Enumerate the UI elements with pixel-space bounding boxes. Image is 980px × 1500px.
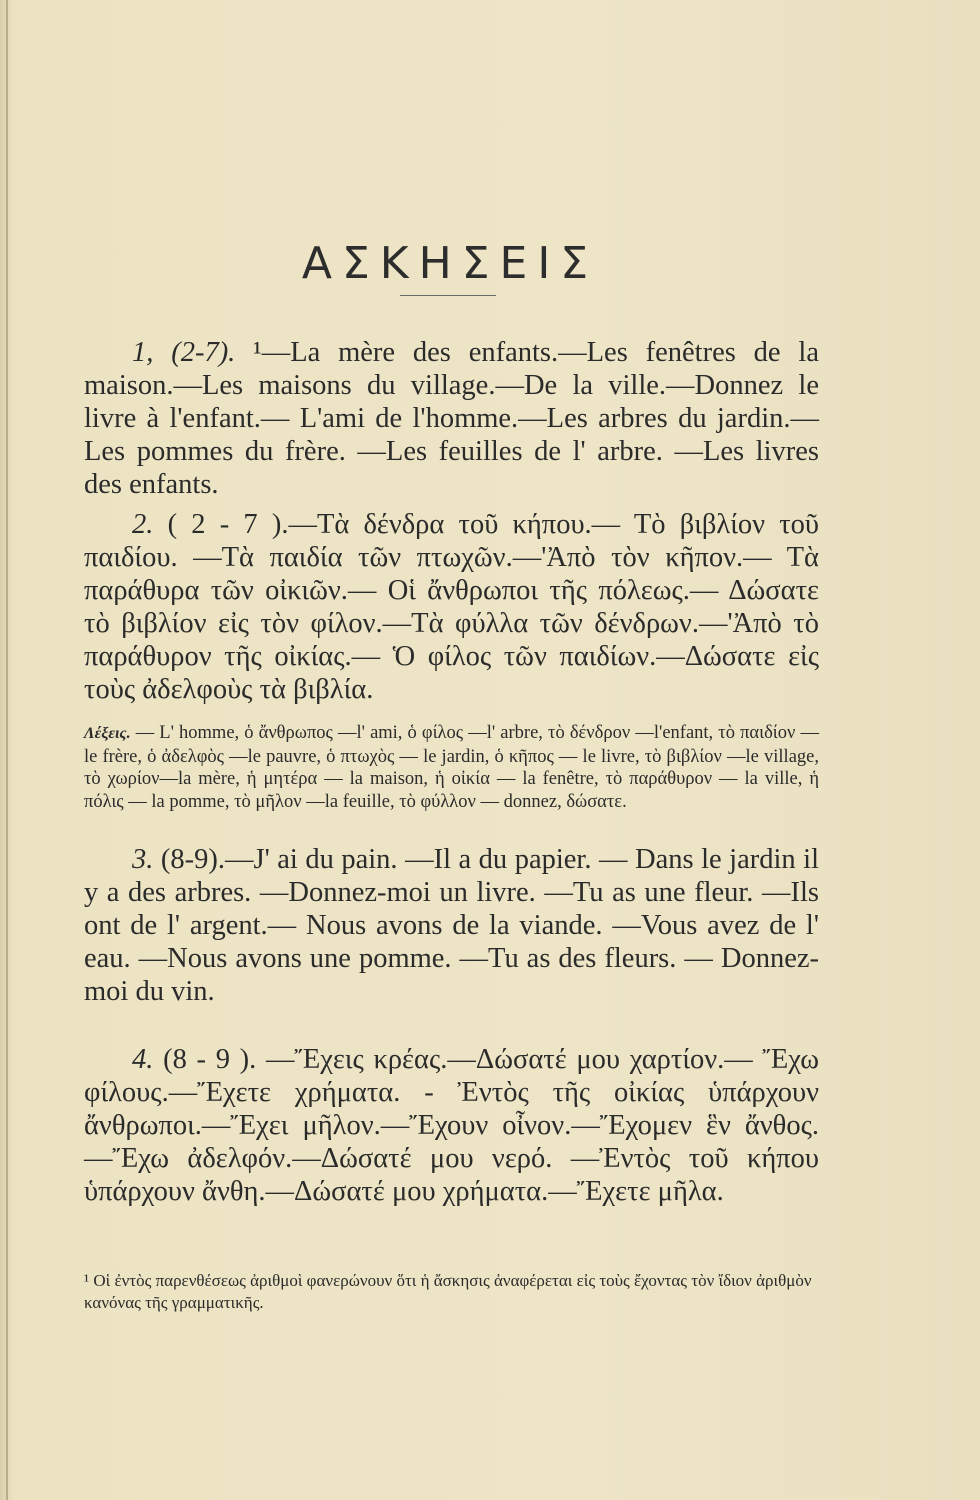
exercise-4-number: 4. <box>132 1044 154 1075</box>
vocabulary-text: — L' homme, ὁ ἄνθρωπος —l' ami, ὁ φίλος —l' arbre, τὸ δένδρον —l'enfant, τὸ παιδίον — le frère, ὁ ἀδελφὸς —le pauvre, ὁ πτωχὸς — le jardin, ὁ κῆπος — le livre, τὸ βιβλίον —le village, τὸ χωρίον—la mère, ἡ μητέρα — la maison, ἡ οἰκία — la fenêtre, τὸ παράθυρον — la ville, ἡ πόλις — la pomme, τὸ μῆλον —la feuille, τὸ φύλλον — donnez, δώσατε. <box>84 723 820 812</box>
footnote-block <box>84 1270 819 1314</box>
page-spine-shadow <box>6 0 8 1500</box>
exercise-1-paragraph <box>84 336 819 501</box>
exercise-4-paragraph <box>84 1043 819 1208</box>
exercise-4-text: (8 - 9 ). —Ἔχεις κρέας.—Δώσατέ μου χαρτίον.— Ἔχω φίλους.—Ἔχετε χρήματα. - Ἐντὸς τῆς οἰκίας ὑπάρχουν ἄνθρωποι.—Ἔχει μῆλον.—Ἔχουν οἶνον.—Ἔχομεν ἓν ἄνθος.—Ἔχω ἀδελφόν.—Δώσατέ μου νερό. —Ἐντὸς τοῦ κήπου ὑπάρχουν ἄνθη.—Δώσατέ μου χρήματα.—Ἔχετε μῆλα. <box>84 1044 819 1207</box>
exercise-1 <box>84 336 819 501</box>
exercise-3-number: 3. <box>132 844 154 875</box>
exercise-1-text: ¹—La mère des enfants.—Les fenêtres de la maison.—Les maisons du village.—De la ville.—Donnez le livre à l'enfant.— L'ami de l'homme.—Les arbres du jardin.—Les pommes du frère. —Les feuilles de l' arbre. —Les livres des enfants. <box>84 337 819 500</box>
exercise-3-paragraph <box>84 843 819 1008</box>
vocabulary-label: Λέξεις. <box>84 725 131 742</box>
exercise-3 <box>84 843 819 1008</box>
exercise-1-number: 1, (2-7). <box>132 337 236 368</box>
vocabulary-block <box>84 722 819 813</box>
footnote: ¹ Οἱ ἐντὸς παρενθέσεως ἀριθμοὶ φανερώνουν ὅτι ἡ ἄσκησις ἀναφέρεται εἰς τοὺς ἔχοντας τὸν ἴδιον ἀριθμὸν κανόνας τῆς γραμματικῆς. <box>84 1271 812 1312</box>
exercise-3-text: (8-9).—J' ai du pain. —Il a du papier. — Dans le jardin il y a des arbres. —Donnez-moi un livre. —Tu as une fleur. —Ils ont de l' argent.— Nous avons de la viande. —Vous avez de l' eau. —Nous avons une pomme. —Tu as des fleurs. — Donnez-moi du vin. <box>84 844 820 1007</box>
title-divider <box>400 295 496 296</box>
exercise-2 <box>84 508 819 706</box>
exercise-2-text: ( 2 - 7 ).—Τὰ δένδρα τοῦ κήπου.— Τὸ βιβλίον τοῦ παιδίου. —Τὰ παιδία τῶν πτωχῶν.—'Ἀπὸ τὸν κῆπον.— Τὰ παράθυρα τῶν οἰκιῶν.— Οἱ ἄνθρωποι τῆς πόλεως.— Δώσατε τὸ βιβλίον εἰς τὸν φίλον.—Τὰ φύλλα τῶν δένδρων.—'Ἀπὸ τὸ παράθυρον τῆς οἰκίας.— Ὁ φίλος τῶν παιδίων.—Δώσατε εἰς τοὺς ἀδελφοὺς τὰ βιβλία. <box>84 509 820 705</box>
exercise-2-paragraph <box>84 508 819 706</box>
exercise-2-number: 2. <box>132 509 154 540</box>
vocabulary-paragraph <box>84 722 819 813</box>
exercise-4 <box>84 1043 819 1208</box>
page-title: ΑΣΚΗΣΕΙΣ <box>301 238 599 289</box>
